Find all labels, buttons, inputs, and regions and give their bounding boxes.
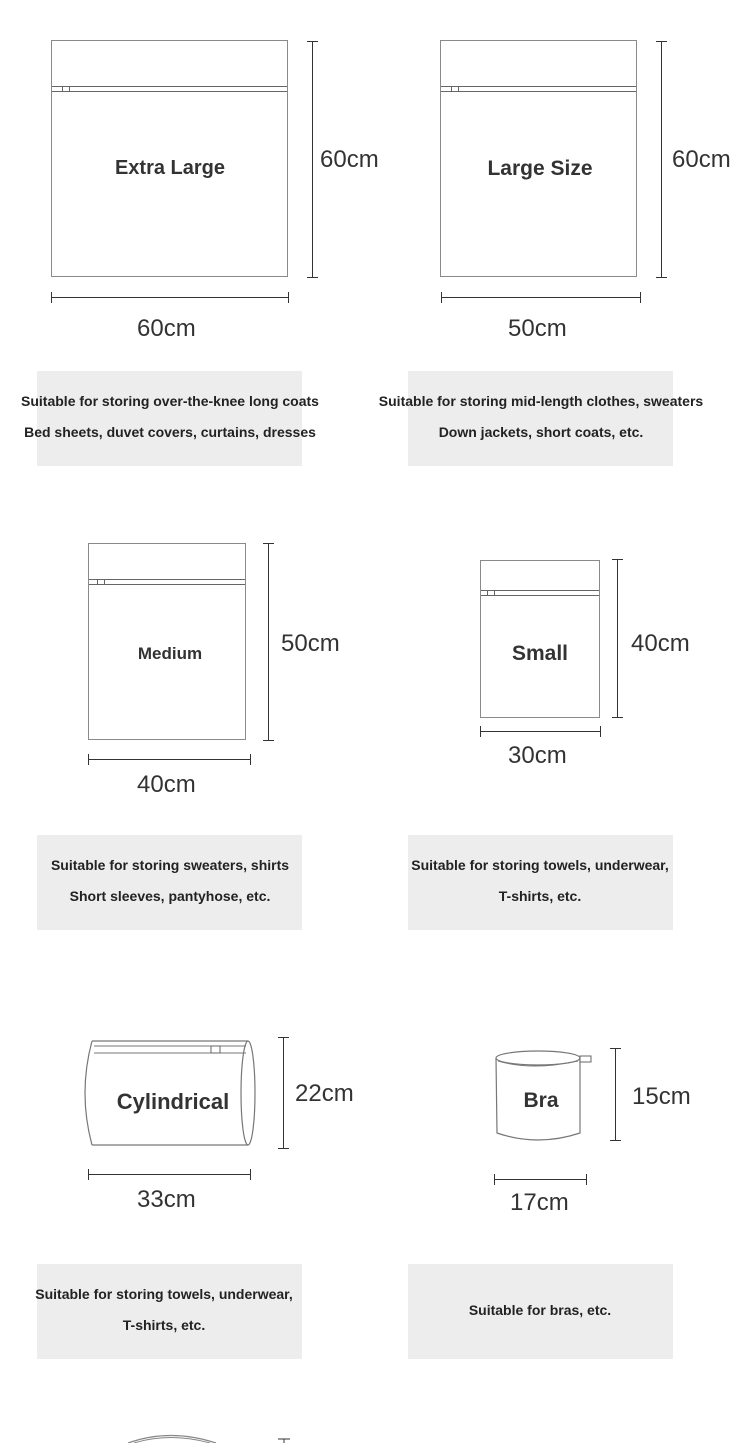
zipper-pull-icon	[451, 86, 459, 92]
height-dimension-line	[615, 1048, 625, 1141]
description-bra	[390, 1295, 690, 1326]
zipper	[441, 86, 636, 92]
height-label-bra: 15cm	[632, 1083, 691, 1110]
bag-small-diagram	[480, 560, 600, 718]
bag-name-cylindrical: Cylindrical	[116, 1089, 230, 1114]
zipper	[89, 579, 245, 585]
width-dimension-line	[480, 731, 601, 741]
width-label-cylindrical: 33cm	[137, 1186, 196, 1213]
height-label-cylindrical: 22cm	[295, 1080, 354, 1107]
bag-name-bra: Bra	[523, 1089, 559, 1112]
description-line-1: Suitable for storing towels, underwear,	[35, 1286, 293, 1302]
zipper-pull-icon	[97, 579, 105, 585]
description-large	[366, 386, 716, 448]
description-medium	[20, 850, 320, 912]
width-label-medium: 40cm	[137, 771, 196, 798]
width-dimension-line	[441, 297, 641, 307]
description-line-1: Suitable for storing towels, underwear,	[411, 857, 669, 873]
description-line-2: T-shirts, etc.	[122, 1317, 206, 1333]
description-small	[390, 850, 690, 912]
width-dimension-line	[51, 297, 289, 307]
description-line-2: Short sleeves, pantyhose, etc.	[69, 888, 271, 904]
width-dimension-line	[88, 759, 251, 769]
width-label-extra-large: 60cm	[137, 315, 196, 342]
width-dimension-line	[494, 1179, 587, 1189]
description-line-1: Suitable for storing mid-length clothes, sweaters	[378, 393, 704, 409]
description-line-1: Suitable for bras, etc.	[468, 1302, 612, 1318]
bag-medium-diagram	[88, 543, 246, 740]
width-dimension-line	[88, 1174, 251, 1184]
description-line-2: Bed sheets, duvet covers, curtains, dresses	[24, 424, 316, 440]
description-line-1: Suitable for storing over-the-knee long coats	[21, 393, 319, 409]
width-label-large: 50cm	[508, 315, 567, 342]
height-dimension-line	[268, 543, 278, 741]
height-dimension-line	[617, 559, 627, 718]
width-label-bra: 17cm	[510, 1189, 569, 1216]
zipper-pull-icon	[62, 86, 70, 92]
description-extra-large	[0, 386, 340, 448]
description-line-1: Suitable for storing sweaters, shirts	[50, 857, 290, 873]
zipper	[52, 86, 287, 92]
bag-name-large: Large Size	[487, 157, 593, 180]
height-dimension-line	[283, 1037, 293, 1149]
bag-name-medium: Medium	[137, 644, 203, 663]
description-line-2: T-shirts, etc.	[498, 888, 582, 904]
bag-name-small: Small	[511, 642, 569, 665]
height-label-small: 40cm	[631, 630, 690, 657]
next-bag-partial-diagram	[120, 1430, 300, 1443]
bag-name-extra-large: Extra Large	[114, 157, 226, 179]
zipper	[481, 590, 599, 596]
height-label-large: 60cm	[672, 146, 731, 173]
width-label-small: 30cm	[508, 742, 567, 769]
description-line-2: Down jackets, short coats, etc.	[438, 424, 644, 440]
height-label-medium: 50cm	[281, 630, 340, 657]
description-cylindrical	[14, 1279, 314, 1341]
zipper-pull-icon	[487, 590, 495, 596]
height-label-extra-large: 60cm	[320, 146, 379, 173]
height-dimension-line	[661, 41, 671, 278]
